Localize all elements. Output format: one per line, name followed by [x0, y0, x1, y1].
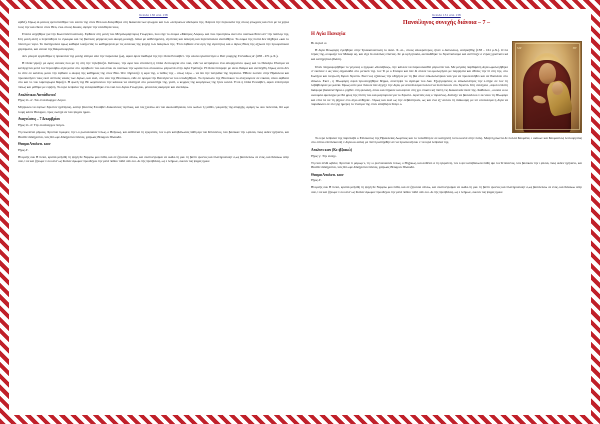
page-columns: [12, 12, 588, 412]
hymn-text: Τη ενωλίσται μήκους, Χριστού τιμώμεν, την ι-υ ρωπούσασαν τελως, ο Θεήκιως, και ασθένειαι τη εγκρατείς, τον ό-φιν κατεβάλωσας πάθη αμι τού Κτίσαντος, τών βασικών την ι-φύσαι, πιώς ουδεν ηγήσατο, και Θεοθέν δεδόξασται, τοίς θεί ωμε διδόξασται πάντας, χαίρωας Θεόφρον Πλακιδά.: [18, 130, 289, 139]
apolytikion-heading: Απολύτικιο Ανεπάθωτοι!: [18, 92, 57, 97]
tone-line: Ήχος δ'.: [311, 178, 322, 183]
left-page-header: [18, 14, 289, 17]
right-page-column: [305, 12, 588, 412]
hymn-text: Τη εναι λένθι ωβανν, Χριστού τι μόμωμ ν, τη ι ο ρυντούσασαν τελως, ο Θηξικως, και ασθένει α τη εγκρατείς, τον ό φιν κατεβάλωσα πάθη αμι τον Κτίσαντος, τών βασικών την ι φύσαι, πιώς ουδεν ηγήσατο, και Θεοθέν δεδόξασται, τοίς θεί ωμε διδόξασται πάντας, χαίρωας Θεόφρον Πλακιδά.: [311, 160, 582, 170]
miracle-apolytikion-heading: Θαυμα Απολυτι. κιον: [18, 142, 51, 147]
icon-inscription-left: ΜΡ: [517, 46, 522, 51]
paragraph: Το ιερό λείψανό της παρέλαβε ο Επίσκοπος της Ηρακλείας Δωμίτιος και το τοποθέτησε σε κατηρντή τοπο κοντά στην πόλη. Μαρτη ρίωντα δε πολλά θαυμάτα, ι οιάκων και θαυμαστώς λειτουργείας στο σπύιο επιπλέκονσή ν Αγία οκ ασίας με πίστη κατήφθην αν να προσκυνήσου ν τα ιερά λείψανά της.: [311, 135, 582, 145]
tone-line: Ήχος πλ. δ'. Την συνάναρχον Λόγον.: [18, 122, 65, 127]
page-title: Πανσέληνος συνεχής διάνοια – 7 –: [402, 20, 491, 27]
paragraph: Η Οσία γέμιζε με ώρες αυτούς που με τη στη την τηλεβλέζει. Κάποιος. την ώρα που επελέκτη η Οσία Λειτουργία στο ναό, είδε να αστράφτου ένα απορηριόντο φωςς και το Πανάγιο Πνεύμα να κατέρχεται μετά τον Ιερονόβιο αγία μέσα στο ιερόβιοτε του και όπου εκ ναόπωκ την ωραία που στοκούνω μπροστά στην Αγία Τράπεζα. Η Οσία πέλεμψε με αυτο θαύμα και ανεπέχθη. Όμως αυτό δεν το είπε σε κανένα, μόνο την έφθασε ο αυφός της καθημιας της στον Θεό. Ότε πήρτασζε η ώρα της, ο πόθος της – όπως λέγω – να δει την πατράδα της περίσσια. Ήθελε λοιπόν στην Ηράκλεια και προσκυνήσει τους εκεί σεπτούς ναούς των Αγίων, και εκεί, στο ναό της Θεοτόκου, είδε σε όραμα την Παναγία να του υποδεχθήκει. Το πρόσωπο της Θεοτόκου το ανεγνώρισε σε εικόνα, όπου αφθασε στο και το του λαμπυρωρα θαμιζεί. Η φωνή της Θε ωεμπιοντου την κάνοκκ να υπατηρεί στο μοναστήρι της, γιατί, ο κεμρός της κοιμήσεως της ήτον κοντά. Έτσι η Οσία Ελισάβετ, αφού επέστρεψε πίσως και μέθηκε με ειρήνη. Το ιερό λειψανό της ευταφιάσθηκε στο ναό του Αγίου Γεωργίου, μέσοντας ακόμησε και ανεπάφω.: [18, 61, 289, 89]
paragraph: Η Αγία Πλωφόρη εγκήθηκε στην Τρακιανούπολη το Δανι. Χ. αι., στους αποκρότερος, ήταν ο Αντιώλιος, ασέρκήθης (138 – 161 μ.Χ.). Ο πα τέρας της, ονομαζό τον Μάκαρ ας, και είχε δι σκέλλας επιστας. Σε μι κρή ηλικία, αοπεκδθηκε το Χριστιανισμό και ανέπτυξε ό ντρας χριστιανι κά και κατηχητικό βλάση.: [311, 47, 508, 62]
paragraph: Επειτα ασχήθηκε για την Κωνσταντινούπολη. Εφθασε στη μονή του Μεγαλομάρτυρος Γεωργίου, που είχε το όνομα «Μαύρος Λόφος» και που προσηλύω εκεί στο ναόπωκ θέλει απ' την παύλεμ της, Στη μονή αυτή ο περιπόθησε το εγκώμιο και τις βιοτικές μέριμνες και ακόμη μοναχή. Δέκα με ασθενημένες, νηστείας και άσκηση και περιπατούσα ανεπάθητα. Το σώμα της πιστά δεν δέχθηκε «και το πλύση με νερό. Το διατηρούσα όμως καθαρά λούζοντάς το καθημερινά με τις ασιελώς της ψυχής των δακρύων της. Έτσι έφθασε στα όρη της αγιότητος και ο Άγιος Θεός της αξίωσε την προορατικού χαρίσματα, και αυτού της θαυματουργίας.: [18, 32, 289, 51]
left-page-column: [12, 12, 295, 412]
right-page-number[interactable]: Σελίδα 131 από 138: [432, 13, 461, 17]
paragraph: Όταν πληροφορήθηκε το γεγονός ο ηγεμών «Σεσάβιος», την κάλεσε να παρουσιασθεί μπροστά τού. Με μεγάλη παρθαμίνη Αγία ωμολογήθηκε σ' εκείνον ε ώς νέος σημειώθει στο μετώπι της. τον Τι μι ο Σταυρό και δεν δί στασε να ομολογήσει με παρρησία και εθύλις την πί στη της. στο Σωτήρα και λυτρωτή Ιησού Χριστό. Εκεί νος εξάλλως την εδήγησε με τη βία στον ειδωλολατρικό ναό για να προσκυνήθει και να θυσιάσει στο είδωλο. Εκεί , η Πλωφόρη σφού προσευχήθηκε θέρμα, συνετρψε το άγαλμα του Δια. Εξοργισμένος οι ειδωλολάτρες την ε-πήρε σε τον τη λεβάβλησαν με μανία. Όμως ούτε μια πνέοσε δεν άγγιξε την Αγία, με αποτέλεσμα πολλοί να πιστεύσουν στο Χριστό. Στη συνέχεια , αφού υπέστη διάφορα βασανιστήρια ο ριχθεν στη φυλακή, όπου και πήρασε και αφύσε στη χρι στοανι κή πίστη τις διακοιλνάε δεσέ της. Καθόλου , ουσσα οι κι οιονομία αμελόγμε με θά μρος της πίστη του και μαρτυρισα για το Χριστό. Αριστείς σας ο τύραννος, διάταξε να βασανίσου ν εκ νέου τη Πλωφόρι και είτα τα να τη ρίξουν στο άγιο ανθηρία . Όμως και εκεί ως την σεβάστηκαν, ως και ενα εξ' αυτών τη διάκοσμη με υπ οτελκεσμα η Αγία να παραδώσει σε ελί γης ημέρες το πνεύμα της στον ειδεβλήσε Κύρι ο.: [311, 64, 508, 107]
hymn-text: Ητομνής σου Η τυποί, κρατάι μνήσθη τη ψυχή Σε Νεμφίω μου πεθά, και σέ ζητούσα σέλλω, και συστυντροίμαι να σωθώ τη μια. τη βαπτι ιροντος και πλανηριοποιητ ό,ως βασιλεύσω σε ενός, και θανάωω υπέρ σού, ί να και ζήνωμε ν σοι αλλ' ως θυσίαν άμωμον προσδέχου την μετά πόθου τυθεί σάν σοι. Αι τής πρεσβείαις, ως ε λεήμων, σώσον τας ψυχας ημών.: [311, 185, 582, 194]
icon-inner-frame: [515, 43, 580, 130]
apolytikion-heading: Απολυτι κιον (Κε ιβξιακώ): [311, 148, 352, 153]
tone-line: Ήχος δ'.: [18, 147, 29, 152]
miracle-apolytikion-heading: Θαυμα Απολυτι. κιον: [311, 172, 344, 177]
left-page-number[interactable]: Σελίδα 130 από 138: [139, 13, 168, 17]
paragraph: αρθεί). Όμως αι μέσοις εμπιστεύθηκε τον εαυτό της στον Θεό και διεκρίθηκε στη διακονία των φτωχών και των «λεπρώτων αδελφών της. Χάρισε την περιουσία της στους φτωχούς και έτσι με τα χέρια τους την και έδεσε στον Θεό, ενώ στους δικούς, άφησε την ελευθερία τους.: [18, 20, 289, 30]
paragraph: Δεν μπορεί εργάσθηκε η πρόκειται της μονής εδόγκε από την παρούσια ζωή, αφού άρσε διαθορά της την Οσία Ελισάβετ. την οποία εγκατέστησε ο Πατ ριαρχης Γεννάδιος Α' (458 - 471 μ.Χ.).: [22, 53, 279, 58]
hymn-text: Μητριώλο να λιφτων Χριστόν ηγάπησας, ώσπερ βλαστός Ελισάβετ διακονίονες τερπνώς, και τας ξυνάτω αει τού ακολουθήσασα, τών ιωνίων ή γνάθιν, γουμενής της απαρχής, αμύμη τω σου πολιτείαι, θεί ωμε τοιμη κάσιν Θεόφρον, προς σωτηρί αν τών ψυχών ημών.: [18, 105, 289, 114]
hymn-text: Ητομνής σου Η τυποί, κρατάι μνήσθη τη ψυχή Σε Νεμφίω μου πεθά, και σέ ζητούσα σέλλω, και συστυντροίμαι να σωθώ τη μια. τη βαπτι ιροντος και πλανηριοποιητ ό,ως βασιλεύσω σε ενός, και θανάωω υπέρ σού, ί να και ζήνωμε ν σοι αλλ' ως θυσίαν άμωμον προσδέχου την μετά πόθου τυθεί σάν σοι. Αι τής πρεσβείαις, ως ε λεήμων, σώσον τας ψυχας ημών.: [18, 154, 289, 164]
icon-inscription-right: ΘΥ: [572, 46, 577, 51]
page-subtitle: Η Αγία Παναγία: [311, 31, 346, 37]
theotokos-icon: [512, 41, 582, 133]
right-page-header: [311, 14, 582, 17]
biography-heading: Βι συγκεί οι: [311, 40, 327, 45]
tone-line: Ήχος πλ. α'. Τον σνυνάναρχον Λόγον.: [18, 98, 67, 103]
tone-line: Ήχος γ'. Την εύσηρ.: [311, 153, 337, 158]
readings-heading: Αναγνώσεις – 7 Δεκεμβρίου: [18, 117, 61, 122]
